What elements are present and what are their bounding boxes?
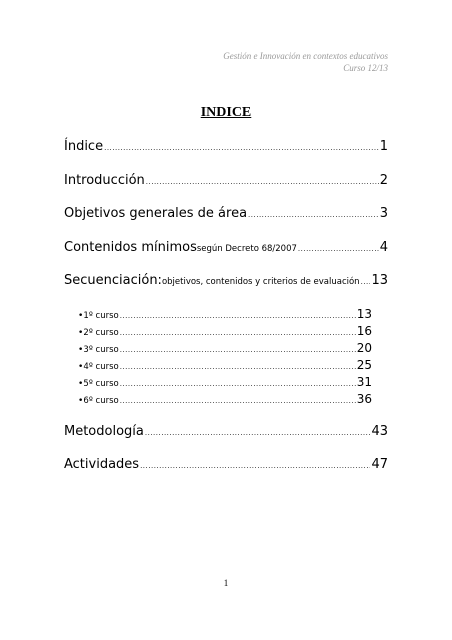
bullet-icon: • [78, 345, 84, 355]
toc-dot-leader [120, 329, 356, 337]
bullet-icon: • [78, 311, 84, 321]
bullet-icon: • [78, 396, 84, 406]
bullet-icon: • [78, 379, 84, 389]
toc-dot-leader [120, 380, 356, 388]
toc-subentry-curso-6[interactable] [78, 392, 372, 406]
toc-dot-leader [145, 429, 371, 437]
header-course-year: Curso 12/13 [343, 63, 388, 73]
toc-page-number: 25 [356, 358, 372, 372]
toc-page-number: 13 [356, 307, 372, 321]
toc-page-number: 31 [356, 375, 372, 389]
toc-dot-leader [146, 178, 379, 186]
index-title: INDICE [200, 105, 252, 120]
toc-subentry-curso-2[interactable] [78, 324, 372, 338]
toc-page-number: 13 [371, 273, 388, 288]
toc-page-number: 3 [379, 206, 388, 221]
toc-entry-label: Metodología [64, 424, 144, 439]
page-number: 1 [223, 578, 229, 588]
toc-dot-leader [104, 144, 379, 152]
toc-entry-label: Actividades [64, 457, 140, 472]
toc-entry-label: Índice [64, 139, 104, 154]
bullet-icon: • [78, 328, 84, 338]
toc-subentry-label: 2º curso [83, 328, 119, 338]
toc-subentry-curso-3[interactable] [78, 341, 372, 355]
toc-subentry-label: 3º curso [83, 345, 119, 355]
toc-entry-introduccion[interactable] [64, 173, 388, 188]
toc-subentry-curso-4[interactable] [78, 358, 372, 372]
toc-page-number: 16 [356, 324, 372, 338]
toc-entry-objetivos[interactable] [64, 206, 388, 221]
toc-dot-leader [298, 245, 379, 253]
toc-subentry-curso-5[interactable] [78, 375, 372, 389]
toc-entry-label: Contenidos mínimos [64, 240, 197, 255]
toc-entry-indice[interactable] [64, 139, 388, 154]
toc-page-number: 36 [356, 392, 372, 406]
toc-dot-leader [140, 462, 370, 470]
toc-entry-label: Secuenciación: [64, 273, 162, 288]
toc-dot-leader [120, 346, 356, 354]
toc-page-number: 47 [371, 457, 388, 472]
toc-dot-leader [248, 211, 379, 219]
toc-entry-label: Objetivos generales de área [64, 206, 248, 221]
running-header [223, 50, 388, 74]
toc-subentry-label: 6º curso [83, 396, 119, 406]
toc-dot-leader [361, 278, 371, 286]
toc-page-number: 1 [379, 139, 388, 154]
toc-subentry-label: 4º curso [83, 362, 119, 372]
toc-dot-leader [120, 312, 356, 320]
toc-page-number: 20 [356, 341, 372, 355]
toc-entry-subtitle: objetivos, contenidos y criterios de evaluación [161, 277, 360, 287]
toc-subentry-label: 5º curso [83, 379, 119, 389]
toc-entry-metodologia[interactable] [64, 424, 388, 439]
toc-dot-leader [120, 397, 356, 405]
toc-entry-label: Introducción [64, 173, 145, 188]
toc-entry-actividades[interactable] [64, 457, 388, 472]
header-course-title: Gestión e Innovación en contextos educativos [223, 51, 388, 61]
toc-subentry-curso-1[interactable] [78, 307, 372, 321]
toc-dot-leader [120, 363, 356, 371]
toc-entry-contenidos[interactable] [64, 240, 388, 255]
toc-entry-subtitle: según Decreto 68/2007 [196, 244, 297, 254]
toc-page-number: 43 [371, 424, 388, 439]
toc-entry-secuenciacion[interactable] [64, 273, 388, 288]
toc-page-number: 2 [379, 173, 388, 188]
toc-page-number: 4 [379, 240, 388, 255]
toc-subentry-label: 1º curso [83, 311, 119, 321]
bullet-icon: • [78, 362, 84, 372]
